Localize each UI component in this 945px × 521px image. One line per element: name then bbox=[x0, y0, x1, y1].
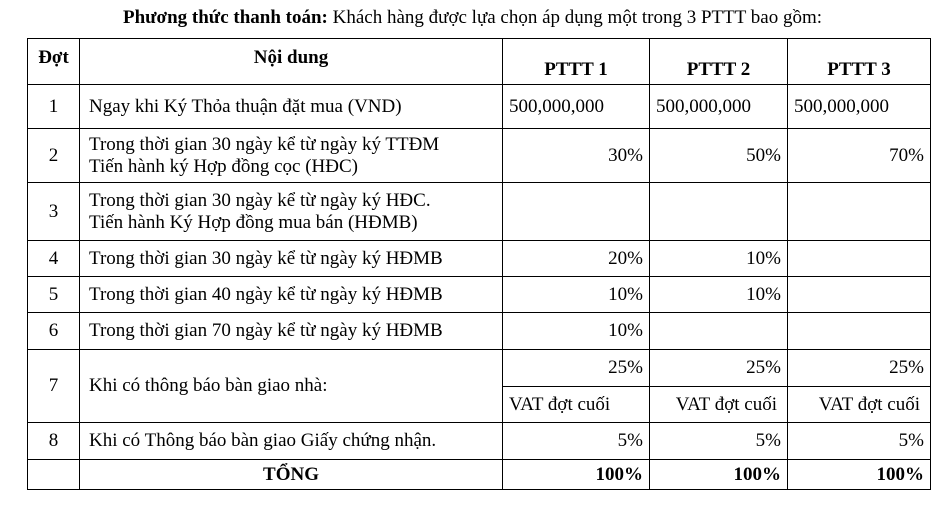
total-label: TỔNG bbox=[80, 460, 503, 490]
header-pttt-3: PTTT 3 bbox=[788, 39, 931, 85]
row-pttt-3: 5% bbox=[788, 423, 931, 460]
row-pttt-1: 10% bbox=[503, 277, 650, 313]
table-row bbox=[28, 277, 931, 313]
table-row bbox=[28, 423, 931, 460]
row-pttt-2: 5% bbox=[650, 423, 788, 460]
row-content bbox=[80, 129, 503, 183]
row-pttt-1: 25% bbox=[503, 350, 650, 387]
row-dot: 1 bbox=[28, 85, 80, 129]
row-content: Trong thời gian 40 ngày kể từ ngày ký HĐMB bbox=[80, 277, 503, 313]
row-pttt-3: 70% bbox=[788, 129, 931, 183]
row-vat-3: VAT đợt cuối bbox=[788, 387, 931, 423]
row-pttt-2: 500,000,000 bbox=[650, 85, 788, 129]
heading-text: Khách hàng được lựa chọn áp dụng một trong 3 PTTT bao gồm: bbox=[327, 7, 822, 28]
row-content-line: Trong thời gian 30 ngày kể từ ngày ký HĐC. bbox=[89, 189, 431, 211]
row-pttt-3 bbox=[788, 313, 931, 350]
header-dot: Đợt bbox=[28, 39, 80, 85]
row-pttt-2: 10% bbox=[650, 277, 788, 313]
row-pttt-3 bbox=[788, 241, 931, 277]
row-content: Trong thời gian 70 ngày kể từ ngày ký HĐMB bbox=[80, 313, 503, 350]
table-row bbox=[28, 183, 931, 241]
row-pttt-1: 5% bbox=[503, 423, 650, 460]
row-pttt-1: 30% bbox=[503, 129, 650, 183]
heading-bold-label: Phương thức thanh toán: bbox=[122, 7, 328, 28]
row-pttt-2 bbox=[650, 313, 788, 350]
row-pttt-3: 500,000,000 bbox=[788, 85, 931, 129]
row-pttt-1: 20% bbox=[503, 241, 650, 277]
row-dot: 6 bbox=[28, 313, 80, 350]
row-pttt-3 bbox=[788, 183, 931, 241]
row-pttt-2 bbox=[650, 183, 788, 241]
total-dot-empty bbox=[28, 460, 80, 490]
row-dot: 5 bbox=[28, 277, 80, 313]
row-vat-1: VAT đợt cuối bbox=[503, 387, 650, 423]
row-vat-2: VAT đợt cuối bbox=[650, 387, 788, 423]
table-row bbox=[28, 313, 931, 350]
row-content: Ngay khi Ký Thỏa thuận đặt mua (VND) bbox=[80, 85, 503, 129]
table-row bbox=[28, 85, 931, 129]
row-pttt-1: 500,000,000 bbox=[503, 85, 650, 129]
row-content-line: Tiến hành ký Hợp đồng cọc (HĐC) bbox=[89, 155, 358, 177]
row-pttt-1: 10% bbox=[503, 313, 650, 350]
row-dot: 4 bbox=[28, 241, 80, 277]
row-pttt-2: 50% bbox=[650, 129, 788, 183]
table-total-row bbox=[28, 460, 931, 490]
row-pttt-2: 25% bbox=[650, 350, 788, 387]
header-pttt-2: PTTT 2 bbox=[650, 39, 788, 85]
row-dot: 2 bbox=[28, 129, 80, 183]
table-row bbox=[28, 350, 931, 387]
row-dot: 8 bbox=[28, 423, 80, 460]
payment-method-heading bbox=[0, 6, 945, 30]
row-pttt-1 bbox=[503, 183, 650, 241]
total-pttt-3: 100% bbox=[788, 460, 931, 490]
row-content bbox=[80, 183, 503, 241]
row-dot: 7 bbox=[28, 350, 80, 423]
row-dot: 3 bbox=[28, 183, 80, 241]
row-content: Trong thời gian 30 ngày kể từ ngày ký HĐMB bbox=[80, 241, 503, 277]
row-pttt-3: 25% bbox=[788, 350, 931, 387]
table-row bbox=[28, 241, 931, 277]
row-content-line: Trong thời gian 30 ngày kể từ ngày ký TTĐM bbox=[89, 133, 440, 155]
table-row bbox=[28, 129, 931, 183]
row-content: Khi có thông báo bàn giao nhà: bbox=[80, 350, 503, 423]
header-content: Nội dung bbox=[80, 39, 503, 85]
total-pttt-1: 100% bbox=[503, 460, 650, 490]
payment-schedule-table bbox=[27, 38, 931, 490]
row-pttt-3 bbox=[788, 277, 931, 313]
row-pttt-2: 10% bbox=[650, 241, 788, 277]
header-pttt-1: PTTT 1 bbox=[503, 39, 650, 85]
row-content: Khi có Thông báo bàn giao Giấy chứng nhận. bbox=[80, 423, 503, 460]
table-header-row bbox=[28, 39, 931, 85]
total-pttt-2: 100% bbox=[650, 460, 788, 490]
row-content-line: Tiến hành Ký Hợp đồng mua bán (HĐMB) bbox=[89, 211, 418, 233]
